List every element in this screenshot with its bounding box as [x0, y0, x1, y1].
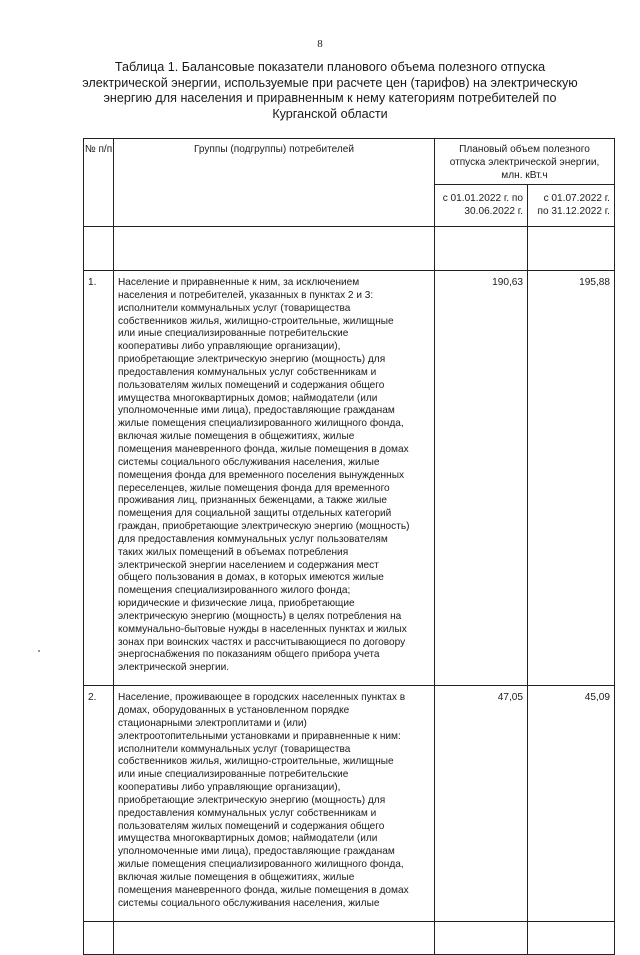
description-line: жилые помещения специализированного жилищного фонда, — [118, 418, 404, 430]
description-line: предоставления коммунальных услуг собственникам и — [118, 366, 377, 378]
description-line: кооперативы либо управляющие организации), — [118, 782, 341, 794]
description-line: включая жилые помещения в общежитиях, жилые — [118, 431, 355, 443]
description-line: юридические и физические лица, приобретающие — [118, 598, 355, 610]
description-line: исполнители коммунальных услуг (товарищества — [118, 743, 351, 755]
description-line: или иные специализированные потребительские — [118, 769, 349, 781]
description-line: помещения маневренного фонда, жилые помещения в домах — [118, 884, 409, 896]
description-line: системы социального обслуживания населения, жилые — [118, 456, 380, 468]
spacer-row — [84, 227, 615, 271]
description-line: исполнители коммунальных услуг (товарищества — [118, 302, 351, 314]
balance-table — [83, 138, 615, 955]
description-line: помещения для социальной защиты отдельных категорий — [118, 508, 392, 520]
description-line: включая жилые помещения в общежитиях, жилые — [118, 871, 355, 883]
description-line: помещения фонда для временного поселения вынужденных — [118, 469, 405, 481]
description-line: системы социального обслуживания населения, жилые — [118, 897, 380, 909]
margin-mark — [38, 650, 40, 652]
description-line: зонах при воинских частях и рассчитывающиеся по договору — [118, 636, 406, 648]
description-line: Население и приравненные к ним, за исключением — [118, 277, 360, 288]
table-row — [84, 686, 615, 921]
description-line: переселенцев, жилые помещения фонда для временного — [118, 482, 390, 494]
description-line: общего пользования в домах, в которых имеются жилые — [118, 572, 384, 584]
table-header-row — [84, 139, 615, 185]
table-continuation-row — [84, 921, 615, 954]
description-line: Население, проживающее в городских населенных пунктах в — [118, 692, 406, 704]
header-period-2: с 01.07.2022 г. по 31.12.2022 г. — [528, 185, 615, 227]
description-line: собственников жилья, жилищно-строительные, жилищные — [118, 756, 394, 768]
description-line: домах, оборудованных в установленном порядке — [118, 705, 350, 716]
description-line: приобретающие электрическую энергию (мощность) для — [118, 794, 386, 806]
description-line: помещения специализированного жилого фонда; — [118, 585, 351, 597]
title-line: электрической энергии, используемые при расчете цен (тарифов) на электрическую — [82, 75, 578, 90]
row-value-period-2: 195,88 — [528, 271, 615, 686]
description-line: имущества многоквартирных домов; наймодатели (или — [118, 392, 378, 404]
description-line: уполномоченные ими лица), предоставляющие гражданам — [118, 405, 395, 417]
description-line: коммунально-бытовые нужды в населенных пунктах и жилых — [118, 623, 407, 635]
row-value-period-1: 190,63 — [435, 271, 528, 686]
title-line: Курганской области — [272, 106, 388, 121]
description-line: пользователям жилых помещений и содержания общего — [118, 820, 385, 832]
description-line: электрической энергии. — [118, 662, 230, 674]
description-line: таких жилых помещений в объемах потребления — [118, 546, 349, 558]
description-line: помещения маневренного фонда, жилые помещения в домах — [118, 443, 409, 455]
row-value-period-1: 47,05 — [435, 686, 528, 921]
header-num: № п/п — [84, 139, 114, 227]
header-groups: Группы (подгруппы) потребителей — [114, 139, 435, 227]
title-line: энергию для населения и приравненным к нему категориям потребителей по — [103, 91, 557, 105]
description-line: кооперативы либо управляющие организации), — [118, 341, 341, 353]
table-row — [84, 271, 615, 686]
table-title — [60, 60, 600, 122]
row-value-period-2: 45,09 — [528, 686, 615, 921]
description-line: стационарными электроплитами и (или) — [118, 717, 307, 729]
description-line: имущества многоквартирных домов; наймодатели (или — [118, 833, 378, 845]
description-line: населения и потребителей, указанных в пунктах 2 и 3: — [118, 289, 374, 301]
description-line: для предоставления коммунальных услуг пользователям — [118, 533, 388, 545]
page-number: 8 — [317, 38, 323, 50]
description-line: приобретающие электрическую энергию (мощность) для — [118, 354, 386, 366]
row-description — [114, 686, 435, 921]
description-line: электрической энергии населением и содержания мест — [118, 559, 379, 571]
description-line: проживания лиц, признанных беженцами, а также жилые — [118, 495, 387, 507]
description-line: электроотопительными установками и приравненные к ним: — [118, 730, 401, 742]
description-line: уполномоченные ими лица), предоставляющие гражданам — [118, 846, 395, 858]
description-line: электрическую энергию (мощность) в целях потребления на — [118, 610, 402, 622]
row-number: 1. — [84, 271, 114, 686]
description-line: жилые помещения специализированного жилищного фонда, — [118, 859, 404, 871]
description-line: собственников жилья, жилищно-строительные, жилищные — [118, 315, 394, 327]
description-line: граждан, приобретающие электрическую энергию (мощность) — [118, 521, 410, 533]
description-line: или иные специализированные потребительские — [118, 328, 349, 340]
description-line: предоставления коммунальных услуг собственникам и — [118, 807, 377, 819]
header-volume: Плановый объем полезного отпуска электрической энергии, млн. кВт.ч — [435, 139, 615, 185]
row-number: 2. — [84, 686, 114, 921]
description-line: пользователям жилых помещений и содержания общего — [118, 379, 385, 391]
description-line: энергоснабжения по показаниям общего прибора учета — [118, 649, 380, 661]
header-period-1: с 01.01.2022 г. по 30.06.2022 г. — [435, 185, 528, 227]
row-description — [114, 271, 435, 686]
title-line: Таблица 1. Балансовые показатели планового объема полезного отпуска — [114, 60, 546, 74]
